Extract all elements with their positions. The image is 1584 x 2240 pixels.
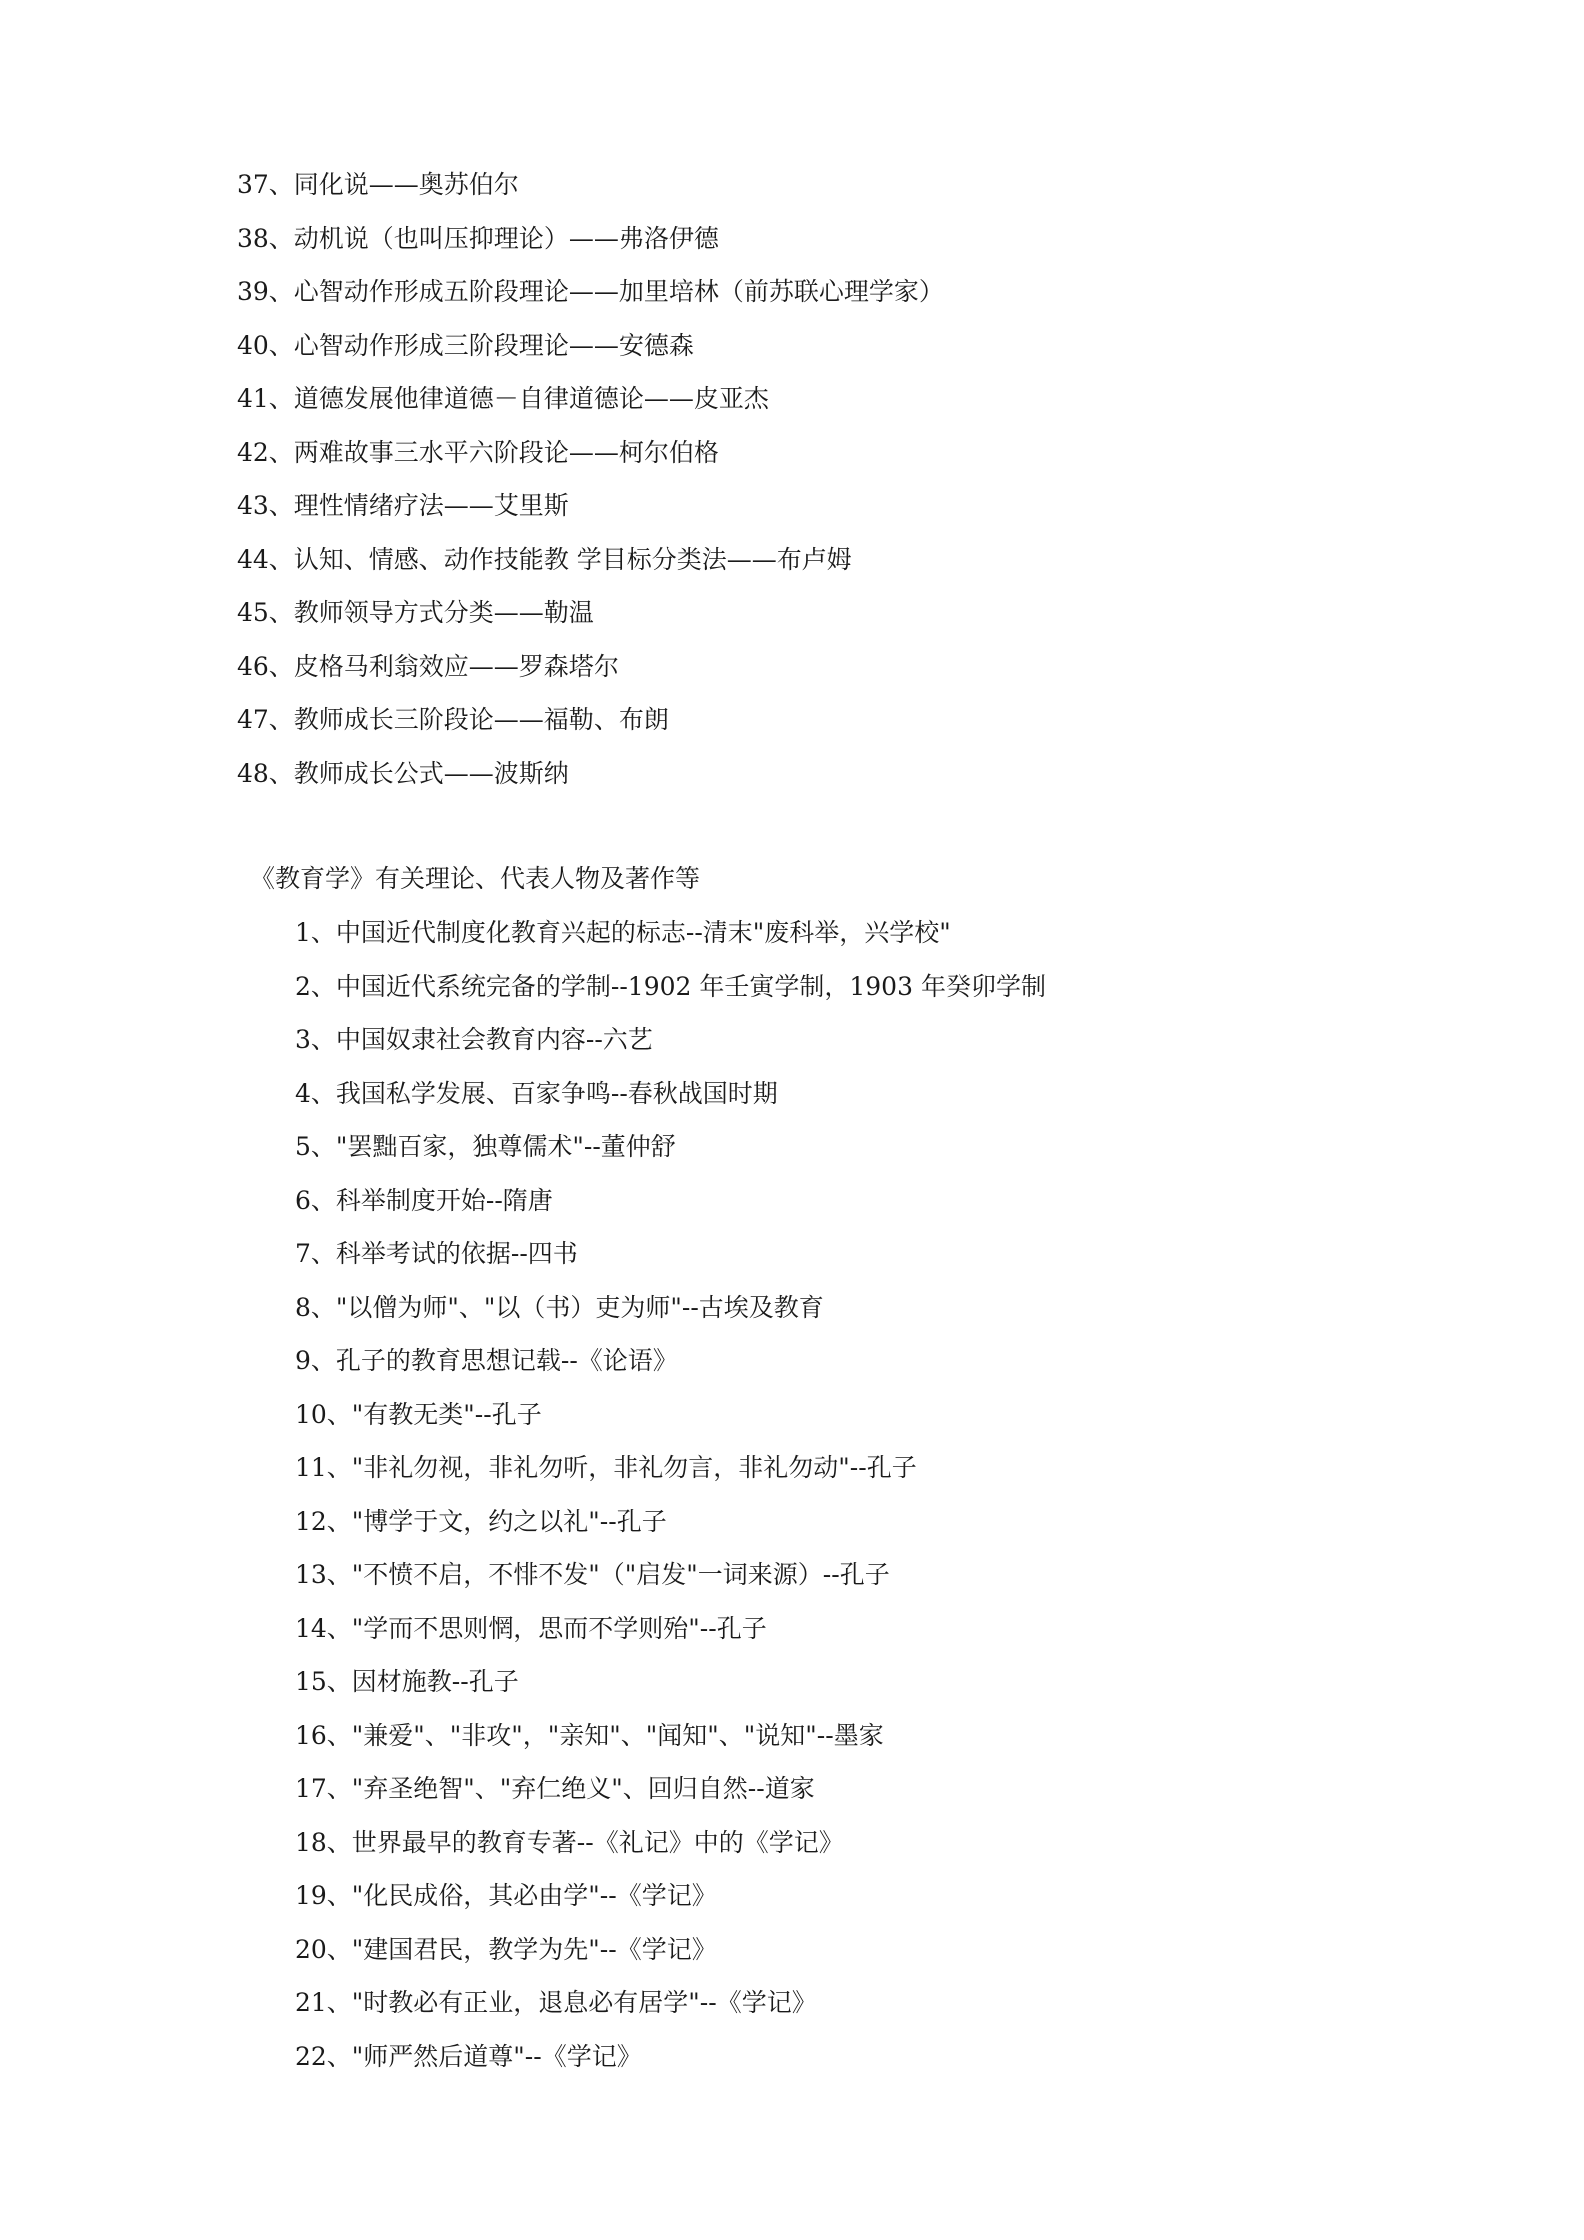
list-item: 5、"罢黜百家，独尊儒术"--董仲舒 xyxy=(295,1132,676,1161)
list-item: 4、我国私学发展、百家争鸣--春秋战国时期 xyxy=(295,1078,778,1108)
list-item: 3、中国奴隶社会教育内容--六艺 xyxy=(295,1025,653,1054)
list-item: 17、"弃圣绝智"、"弃仁绝义"、回归自然--道家 xyxy=(295,1774,815,1803)
list-item: 39、心智动作形成五阶段理论——加里培林（前苏联心理学家） xyxy=(237,277,944,306)
list-item: 15、因材施教--孔子 xyxy=(295,1667,519,1696)
list-item: 9、孔子的教育思想记载--《论语》 xyxy=(295,1346,678,1375)
list-item: 41、道德发展他律道德－自律道德论——皮亚杰 xyxy=(237,384,769,413)
list-item: 42、两难故事三水平六阶段论——柯尔伯格 xyxy=(237,437,719,467)
list-item: 11、"非礼勿视，非礼勿听，非礼勿言，非礼勿动"--孔子 xyxy=(295,1453,917,1482)
list-item: 38、动机说（也叫压抑理论）——弗洛伊德 xyxy=(237,223,719,253)
list-item: 19、"化民成俗，其必由学"--《学记》 xyxy=(295,1881,717,1910)
list-item: 47、教师成长三阶段论——福勒、布朗 xyxy=(237,705,669,734)
list-item: 8、"以僧为师"、"以（书）吏为师"--古埃及教育 xyxy=(295,1292,824,1322)
list-item: 14、"学而不思则惘，思而不学则殆"--孔子 xyxy=(295,1613,767,1643)
list-item: 40、心智动作形成三阶段理论——安德森 xyxy=(237,330,694,360)
list-item: 7、科举考试的依据--四书 xyxy=(295,1239,578,1268)
list-item: 1、中国近代制度化教育兴起的标志--清末"废科举，兴学校" xyxy=(295,918,951,947)
list-item: 45、教师领导方式分类——勒温 xyxy=(237,598,594,627)
list-item: 44、认知、情感、动作技能教 学目标分类法——布卢姆 xyxy=(237,544,852,574)
list-item: 12、"博学于文，约之以礼"--孔子 xyxy=(295,1506,667,1536)
section-heading: 《教育学》有关理论、代表人物及著作等 xyxy=(250,864,701,893)
list-item: 43、理性情绪疗法——艾里斯 xyxy=(237,491,569,520)
list-item: 6、科举制度开始--隋唐 xyxy=(295,1185,553,1215)
list-item: 21、"时教必有正业，退息必有居学"--《学记》 xyxy=(295,1988,817,2017)
list-item: 46、皮格马利翁效应——罗森塔尔 xyxy=(237,651,619,681)
list-item: 18、世界最早的教育专著--《礼记》中的《学记》 xyxy=(295,1827,844,1857)
list-item: 48、教师成长公式——波斯纳 xyxy=(237,758,569,788)
list-item: 22、"师严然后道尊"--《学记》 xyxy=(295,2041,642,2071)
pedagogy-theory-list xyxy=(295,906,1046,2083)
list-item: 13、"不愤不启，不悱不发"（"启发"一词来源）--孔子 xyxy=(295,1560,890,1589)
list-item: 16、"兼爱"、"非攻"，"亲知"、"闻知"、"说知"--墨家 xyxy=(295,1720,884,1750)
list-item: 20、"建国君民，教学为先"--《学记》 xyxy=(295,1934,717,1964)
list-item: 37、同化说——奥苏伯尔 xyxy=(237,170,519,199)
psychology-theory-list xyxy=(237,158,944,800)
list-item: 10、"有教无类"--孔子 xyxy=(295,1399,542,1429)
list-item: 2、中国近代系统完备的学制--1902 年壬寅学制，1903 年癸卯学制 xyxy=(295,971,1046,1001)
